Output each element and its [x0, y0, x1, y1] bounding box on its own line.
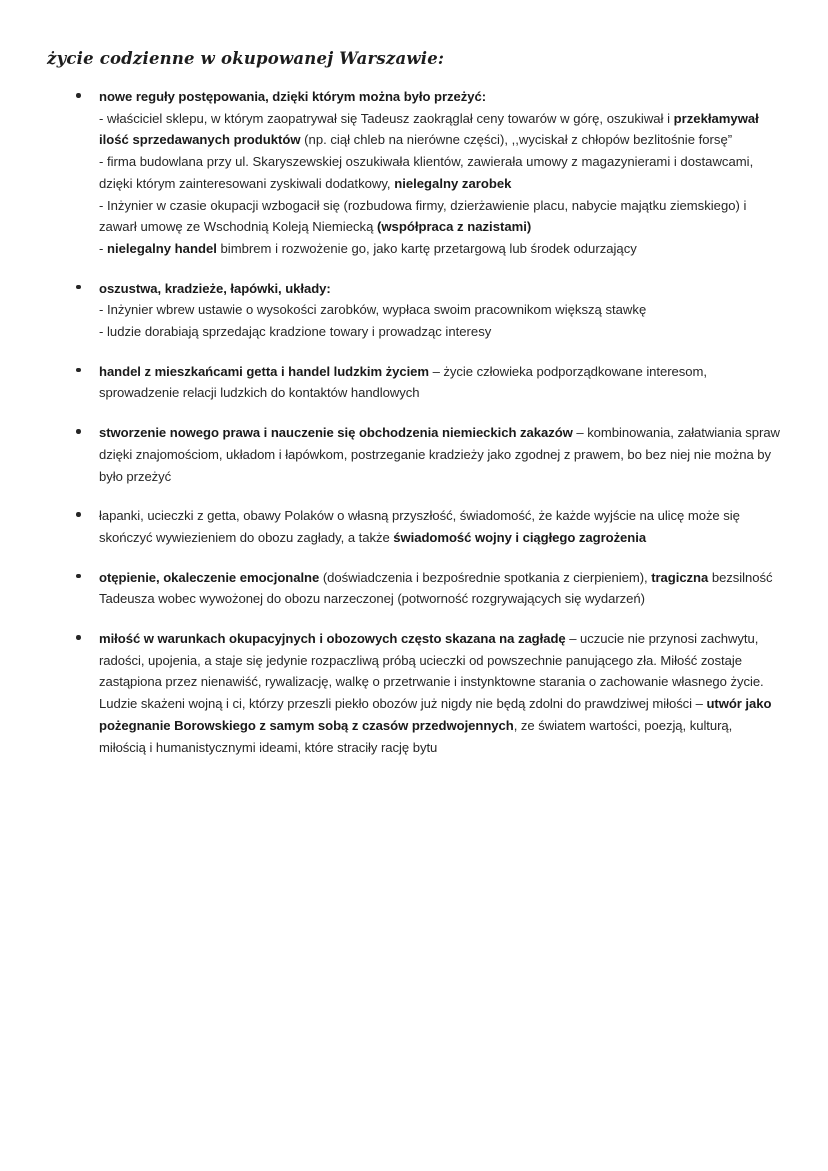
- emphasis-text: miłość w warunkach okupacyjnych i obozowych często skazana na zagładę: [99, 631, 566, 647]
- bullet-line: [99, 422, 780, 487]
- bullet-group: [0, 361, 828, 404]
- bullet-point-icon: [76, 635, 81, 640]
- bullet-group: [0, 422, 828, 487]
- bullet-group: [0, 505, 828, 548]
- body-text: bezsilność Tadeusza wobec wywożonej do obozu narzeczonej (potworność rozgrywających się wydarzeń): [99, 569, 773, 607]
- body-text: – życie człowieka podporządkowane interesom, sprowadzenie relacji ludzkich do kontaktów handlowych: [99, 363, 707, 401]
- bullet-line: [99, 505, 780, 548]
- bullet-point-icon: [76, 285, 81, 290]
- body-text: – kombinowania, załatwiania spraw dzięki znajomościom, układom i łapówkom, postrzeganie kradzieży jako zgodnej z prawem, bo bez niej nie można by było przeżyć: [99, 425, 780, 484]
- body-text: -: [99, 240, 107, 256]
- bullet-point-icon: [76, 368, 81, 373]
- bullet-group: [0, 86, 828, 260]
- bullet-point-icon: [76, 429, 81, 434]
- bullet-point-icon: [76, 93, 81, 98]
- bullet-line: [99, 567, 780, 610]
- body-text: bimbrem i rozwożenie go, jako kartę przetargową lub środek odurzający: [216, 240, 637, 256]
- body-text: - właściciel sklepu, w którym zaopatrywał się Tadeusz zaokrąglał ceny towarów w górę, oszukiwał i: [99, 110, 674, 126]
- body-text: , ze światem wartości, poezją, kulturą, miłością i humanistycznymi ideami, które straciły rację bytu: [99, 717, 733, 755]
- body-text: - firma budowlana przy ul. Skaryszewskiej oszukiwała klientów, zawierała umowy z magazynierami i dostawcami, dzięki którym zainteresowani zyskiwali dodatkowy,: [99, 154, 754, 191]
- emphasis-text: handel z mieszkańcami getta i handel ludzkim życiem: [99, 363, 429, 379]
- emphasis-text: (współpraca z nazistami): [377, 219, 532, 235]
- bullet-line: [99, 361, 780, 404]
- body-text: – uczucie nie przynosi zachwytu, radości, upojenia, a staje się jedynie rozpaczliwą próbą ucieczki od powszechnie panującego zła. Miłość zostaje zastąpiona przez nienawiść, rywalizację, walkę o przetrwanie i instynktowne starania o zachowanie własnego życie. Ludzie skażeni wojną i ci, którzy przeszli piekło obozów już nigdy nie będą zdolni do prawdziwej miłości –: [99, 631, 764, 712]
- bullet-group: [0, 278, 828, 343]
- body-text: - ludzie dorabiają sprzedając kradzione towary i prowadząc interesy: [99, 324, 492, 340]
- emphasis-text: nielegalny handel: [107, 240, 217, 256]
- body-text: - Inżynier w czasie okupacji wzbogacił się (rozbudowa firmy, dzierżawienie placu, nabycie majątku ziemskiego) i zawarł umowę ze Wschodnią Koleją Niemiecką: [99, 197, 747, 235]
- body-text: (np. ciął chleb na nierówne części), ,,wyciskał z chłopów bezlitośnie forsę”: [300, 132, 733, 148]
- bullet-group: [0, 567, 828, 610]
- bullet-point-icon: [76, 512, 81, 517]
- body-text: - Inżynier wbrew ustawie o wysokości zarobków, wypłaca swoim pracownikom większą stawkę: [99, 302, 647, 318]
- emphasis-text: tragiczna: [651, 569, 709, 585]
- bullet-sub-line: [99, 195, 780, 238]
- page-title: życie codzienne w okupowanej Warszawie:: [47, 49, 445, 68]
- emphasis-text: otępienie, okaleczenie emocjonalne: [99, 569, 320, 585]
- bullet-sub-line: [99, 299, 780, 321]
- body-text: (doświadczenia i bezpośrednie spotkania z cierpieniem),: [319, 569, 652, 585]
- bullet-heading: oszustwa, kradzieże, łapówki, układy:: [99, 280, 331, 296]
- bullet-sub-line: [99, 108, 780, 151]
- emphasis-text: utwór jako pożegnanie Borowskiego z samym sobą z czasów przedwojennych: [99, 696, 772, 733]
- bullet-point-icon: [76, 574, 81, 579]
- bullet-group: [0, 628, 828, 758]
- bullet-sub-line: [99, 321, 780, 343]
- emphasis-text: świadomość wojny i ciągłego zagrożenia: [393, 529, 647, 545]
- notes-body: [0, 86, 828, 776]
- bullet-heading: nowe reguły postępowania, dzięki którym można było przeżyć:: [99, 89, 487, 104]
- emphasis-text: nielegalny zarobek: [394, 175, 512, 191]
- emphasis-text: przekłamywał ilość sprzedawanych produktów: [99, 110, 759, 148]
- body-text: łapanki, ucieczki z getta, obawy Polaków o własną przyszłość, świadomość, że każde wyjście na ulicę może się skończyć wywiezieniem do obozu zagłady, a także: [99, 508, 740, 545]
- bullet-line: [99, 628, 780, 758]
- emphasis-text: stworzenie nowego prawa i nauczenie się obchodzenia niemieckich zakazów: [99, 425, 573, 441]
- bullet-sub-line: [99, 238, 780, 260]
- bullet-sub-line: [99, 151, 780, 194]
